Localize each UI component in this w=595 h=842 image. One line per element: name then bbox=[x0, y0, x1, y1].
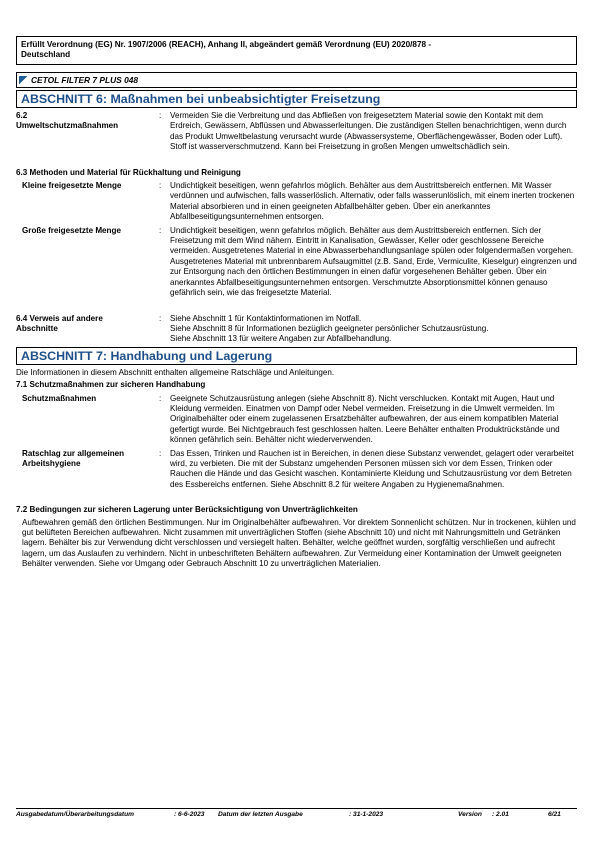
section-6-title bbox=[16, 90, 577, 108]
protection-row bbox=[16, 394, 577, 446]
large-spill-label: Große freigesetzte Menge bbox=[22, 225, 121, 235]
triangle-corner-icon bbox=[19, 76, 28, 85]
protection-text: Geeignete Schutzausrüstung anlegen (siehe Abschnitt 8). Nicht verschlucken. Kontakt mit Augen, Haut und Kleidung vermeiden. Einatmen von Dampf oder Nebel vermeiden. Freisetzung in die Umwelt vermeiden. Im Originalbehälter oder einem zugelassenen Ersatzbehälter aufbewahren, der aus einem kompatiblen Material gefertigt wurde. Bei Nichtgebrauch fest geschlossen halten. Leere Behälter enthalten Produktrückstände und können gefährlich sein. Behälter nicht wiederverwenden. bbox=[170, 393, 560, 445]
hygiene-label bbox=[16, 449, 159, 491]
last-issue-label: Datum der letzten Ausgabe bbox=[218, 811, 303, 818]
colon: : bbox=[159, 393, 162, 403]
country-text: Deutschland bbox=[21, 50, 71, 60]
regulation-text: Erfüllt Verordnung (EG) Nr. 1907/2006 (REACH), Anhang II, abgeändert gemäß Verordnung (EU) 2020/878 - bbox=[21, 40, 432, 49]
product-bar bbox=[16, 72, 577, 88]
section-6-title-text: ABSCHNITT 6: Maßnahmen bei unbeabsichtigter Freisetzung bbox=[21, 92, 381, 106]
reference-text bbox=[170, 314, 577, 345]
last-issue-value: : 31-1-2023 bbox=[349, 811, 384, 818]
reference-label-line2: Abschnitte bbox=[16, 323, 58, 333]
sds-page bbox=[16, 36, 577, 570]
reference-label bbox=[16, 314, 159, 345]
colon: : bbox=[159, 225, 162, 235]
storage-heading: 7.2 Bedingungen zur sicheren Lagerung unter Berücksichtigung von Unverträglichkeiten bbox=[16, 505, 358, 515]
env-label-number: 6.2 bbox=[16, 111, 28, 120]
safe-handling-heading: 7.1 Schutzmaßnahmen zur sicheren Handhabung bbox=[16, 380, 206, 390]
page-number: 6/21 bbox=[548, 811, 561, 818]
env-row bbox=[16, 111, 577, 153]
version-label: Version bbox=[458, 811, 482, 818]
version-value: : 2.01 bbox=[492, 811, 509, 818]
issue-date-label: Ausgabedatum/Überarbeitungsdatum bbox=[16, 811, 134, 818]
reference-row bbox=[16, 314, 577, 345]
product-name: CETOL FILTER 7 PLUS 048 bbox=[31, 75, 139, 85]
methods-heading: 6.3 Methoden und Material für Rückhaltung und Reinigung bbox=[16, 167, 241, 177]
hygiene-label-line2: Arbeitshygiene bbox=[22, 458, 81, 468]
small-spill-label: Kleine freigesetzte Menge bbox=[22, 181, 122, 191]
colon: : bbox=[159, 313, 162, 323]
regulation-header bbox=[16, 36, 577, 65]
small-spill-row bbox=[16, 181, 577, 223]
storage-text: Aufbewahren gemäß den örtlichen Bestimmungen. Nur im Originalbehälter aufbewahren. Vor direktem Sonnenlicht schützen. Nur in trockenen, kühlen und gut belüfteten Bereichen aufbewahren. Nicht zusammen mit unverträglichen Stoffen (siehe Abschnitt 10) und nicht mit Nahrungsmitteln und Getränken lagern. Behälter bis zur Verwendung dicht verschlossen und versiegelt halten. Behälter, welche geöffnet wurden, sorgfältig verschließen und aufrecht lagern, um das Auslaufen zu verhindern. Nicht in unbeschrifteten Behältern aufbewahren. Zur Vermeidung einer Kontamination der Umwelt geeigneten Behälter verwenden. Siehe vor Umgang oder Gebrauch Abschnitt 10 zu unverträglichen Materialien. bbox=[22, 517, 576, 569]
section-7-title-text: ABSCHNITT 7: Handhabung und Lagerung bbox=[21, 348, 273, 363]
hygiene-text: Das Essen, Trinken und Rauchen ist in Bereichen, in denen diese Substanz verwendet, gelagert oder verarbeitet wird, zu verbieten. Die mit der Substanz umgehenden Personen müssen sich vor dem Essen, Trinken oder Rauchen die Hände und das Gesicht waschen. Kontaminierte Kleidung und Schutzausrüstung vor dem Betreten des Essbereichs entfernen. Siehe Abschnitt 8.2 für weitere Angaben zu Hygienemaßnahmen. bbox=[170, 448, 574, 489]
large-spill-row bbox=[16, 226, 577, 299]
small-spill-text: Undichtigkeit beseitigen, wenn gefahrlos möglich. Behälter aus dem Austrittsbereich entfernen. Mit Wasser verdünnen und aufwischen, falls wasserlöslich. Alternativ, oder falls wasserunlöslich, mit einem inerten trockenen Material absorbieren und in einen geeigneten Abfallbehälter geben. Über ein anerkanntes Abfallbeseitigungsunternehmen entsorgen. bbox=[170, 181, 575, 222]
reference-label-line1: 6.4 Verweis auf andere bbox=[16, 313, 103, 323]
protection-label: Schutzmaßnahmen bbox=[22, 393, 97, 403]
reference-line: Siehe Abschnitt 13 für weitere Angaben zur Abfallbehandlung. bbox=[170, 334, 392, 344]
env-text: Vermeiden Sie die Verbreitung und das Abfließen von freigesetztem Material sowie den Kontakt mit dem Erdreich, Gewässern, Abflüssen und Abwasserleitungen. Die zuständigen Stellen benachrichtigen, wenn durch das Produkt Umweltbelastung verursacht wurde (Abwassersysteme, Oberflächengewässer, Boden oder Luft). Stoff ist wasserverschmutzend. Kann bei Freisetzung in großen Mengen umweltschädlich sein. bbox=[170, 111, 567, 152]
issue-date-value: : 6-6-2023 bbox=[174, 811, 205, 818]
colon: : bbox=[159, 448, 162, 458]
reference-line: Siehe Abschnitt 8 für Informationen bezüglich geeigneter persönlicher Schutzausrüstung. bbox=[170, 323, 489, 333]
reference-line: Siehe Abschnitt 1 für Kontaktinformationen im Notfall. bbox=[170, 313, 362, 323]
hygiene-row bbox=[16, 449, 577, 491]
env-label bbox=[16, 111, 159, 153]
page-footer bbox=[16, 808, 577, 818]
section-7-intro: Die Informationen in diesem Abschnitt enthalten allgemeine Ratschläge und Anleitungen. bbox=[16, 367, 335, 377]
large-spill-text: Undichtigkeit beseitigen, wenn gefahrlos möglich. Behälter aus dem Austrittsbereich entfernen. Sich der Freisetzung mit dem Wind nähern. Eintritt in Kanalisation, Gewässer, Keller oder geschlossene Bereiche vermeiden. Ausgetretenes Material in eine Abwasserbehandlungsanlage spülen oder folgendermaßen vorgehen. Ausgetretenes Material mit unbrennbarem Aufsaugmittel (z.B. Sand, Erde, Vermiculite, Kieselgur) eingrenzen und zur Entsorgung nach den örtlichen Bestimmungen in einen dafür vorgesehenen Behälter geben. Über ein anerkanntes Abfallbeseitigungsunternehmen entsorgen. Verschmutzte Absorptionsmittel können genauso gefährlich sein, wie das freigesetzte Material. bbox=[170, 225, 577, 298]
colon: : bbox=[159, 111, 162, 120]
section-7-title bbox=[16, 347, 577, 365]
colon: : bbox=[159, 181, 162, 191]
hygiene-label-line1: Ratschlag zur allgemeinen bbox=[22, 448, 125, 458]
env-label-text: Umweltschutzmaßnahmen bbox=[16, 121, 119, 131]
